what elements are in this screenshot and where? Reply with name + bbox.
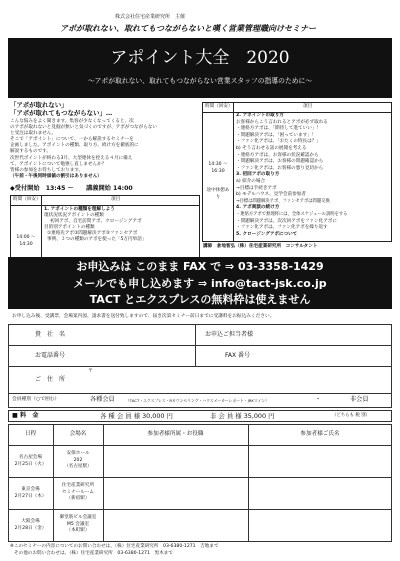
reception-time: ◆受付開始 13:45 ～ 講義開始 14:00 (10, 185, 133, 192)
schedule-line: ・ファン化アポは、「おたくの特長は？」 (236, 139, 321, 145)
col-time-header: 時間（回安） (205, 104, 233, 109)
schedule-left-items (44, 207, 199, 244)
title-banner (8, 38, 392, 98)
intro-line: こんな悩みをよく聞きます。集客が少なくなってくると、次 (10, 119, 134, 124)
row-date: 東京会場 2月27日（木） (14, 487, 47, 499)
tagline: アポが取れない、取れてもつながらないと嘆く営業管理職向けセミナー (60, 24, 316, 33)
schedule-line: 5. クロージングアポについて (236, 231, 298, 237)
header-date: 日程 (24, 431, 37, 437)
divider (8, 477, 392, 478)
intro-line: 皆様の参加をお待ちしております。 (10, 167, 84, 173)
role-field[interactable] (106, 480, 245, 507)
row-venue: 御堂筋ビル会議室 M5 会議室 （本町駅） (59, 515, 97, 533)
intro-line: て、アポイントについて勉強し直しませんか？ (10, 161, 107, 167)
footer-inquiry-2: その他のお問い合わせは、（株）住宅産業研究所 03-6380-1271 黒木まで (14, 551, 173, 556)
divider (8, 509, 392, 510)
banner-subtitle: ～アポが取れない、取れてもつながらない営業スタッフの指導のために～ (87, 77, 313, 85)
divider (8, 393, 392, 394)
notice-line: TACT とエクスプレスの無料枠は使えません (89, 293, 311, 306)
member-type-label: 会員種別（○で囲む） (12, 397, 60, 402)
fax-line: お申込みは このまま FAX で ⇒ 03-3358-1429 (76, 260, 324, 273)
name-field[interactable] (251, 512, 389, 539)
break-note: 途中休憩あり (206, 188, 230, 200)
fax-field[interactable] (275, 348, 387, 364)
schedule-left-time: 14:00 ～ 14:30 (16, 235, 36, 247)
fee-label: ■ 料 金 (12, 412, 39, 419)
member-detail: （TACT・エクスプレス・Rカウンセリング・ハウスメーカーレポート・JRKマイン） (126, 398, 269, 403)
banner-title: アポイント大全 2020 (110, 48, 290, 68)
row-date: 大阪会場 2月28日（金） (14, 519, 47, 531)
schedule-line: 2. アポイントの取り方 (236, 113, 284, 118)
role-field[interactable] (106, 448, 245, 475)
schedule-line: お客様からこう言われるとアポが必ず取れる (236, 119, 328, 125)
intro-line: （午前・午後同時価値の割引はありません） (10, 173, 102, 179)
schedule-right-table (202, 102, 392, 242)
address-field[interactable] (95, 369, 385, 391)
form-instruction: お申し込み後、受講票、会場案内図、請求書を送付致しますので、届き次第セミナー前日までに受講料をお振込みください。 (12, 314, 275, 319)
divider (195, 324, 196, 366)
lecturer: 講師 倉地智弘（株）住宅産業研究所 コンサルタント (203, 244, 318, 249)
organizer: 株式会社住宅産業研究所 主催 (115, 14, 186, 20)
intro-line: のアポが取れないと見据が無いと気づくのですが、アポがつながらない (10, 125, 158, 131)
schedule-right-items (236, 113, 391, 238)
fax-banner (8, 257, 392, 309)
schedule-line: ・連絡方アポは、お客様の状況確認から (236, 152, 319, 158)
name-field[interactable] (251, 480, 389, 507)
schedule-line: ・ファン化アポは、ファン化アポを繰り返す (236, 225, 328, 231)
schedule-line: ・問題解決アポは、お客様の問題確認から (236, 159, 324, 165)
fee-nonmember: 非 会 員 様 35,000 円 (210, 412, 275, 420)
header-name: 参加者様ご氏名 (300, 431, 340, 437)
intro-line: そこで「アポイント」について、一から解説するセミナーを (10, 137, 134, 143)
schedule-line: 1. アポイントの種類を理解しよう (44, 207, 115, 212)
company-field[interactable] (75, 327, 190, 343)
divider (103, 424, 104, 542)
phone-label: お電話番号 (35, 352, 66, 359)
role-field[interactable] (106, 512, 245, 539)
schedule-line: b) そう言わせる話の展開を考える (236, 145, 307, 151)
schedule-line: ・問題解決アポは、「困っています」！ (236, 132, 317, 138)
nonmember-option[interactable]: 非会員 (350, 396, 369, 403)
schedule-line: ①連絡先アポ②問題解決アポ③ファンセアポ (47, 231, 138, 237)
divider (8, 366, 392, 367)
col-item-header: 項目 (303, 104, 313, 109)
postal-mark: 〒 (88, 368, 94, 374)
contact-field[interactable] (275, 327, 387, 343)
divider (8, 345, 392, 346)
intro-quote-1: 「アポが取れない」 (10, 101, 68, 109)
fee-tax-note: （どちらも 税 別） (332, 413, 370, 418)
header-role: 参加者様所属・お役職 (147, 431, 204, 437)
header-venue: 会場名 (69, 431, 87, 437)
divider (233, 103, 234, 241)
member-option[interactable]: 各種会員 (90, 396, 115, 403)
schedule-line: 3. 初回アポの取り方 (236, 172, 280, 178)
intro-line: 解説するものです。 (10, 149, 51, 155)
intro-line: と受注は取れません。 (10, 131, 57, 137)
phone-field[interactable] (75, 348, 190, 364)
divider (248, 424, 249, 542)
name-field[interactable] (251, 448, 389, 475)
option-separator: ・ (315, 396, 322, 403)
intro-line: 企画しました。アポイントの種類、取り方、続け方を徹底的に (10, 143, 139, 149)
schedule-line: 4. アポ商談の続け方 (236, 205, 280, 211)
schedule-right-time: 14:30 ～ 16:30 (208, 162, 228, 174)
company-label: 貴 社 名 (35, 331, 66, 338)
col-item-header: 項目 (111, 197, 121, 202)
email-line: メールでも申し込めます ⇒ info@tact-jsk.co.jp (73, 277, 327, 290)
divider (8, 445, 392, 446)
schedule-line: ・連絡方アポは、「期待して進ていい」！ (236, 126, 321, 132)
schedule-line: 目的別アポイントの種類 (44, 225, 95, 231)
schedule-line: →目標は問題解決アポ、ファンセアポは問題交換 (236, 198, 330, 204)
row-venue: 住宅産業研究所 セミナールーム （新宿駅） (61, 483, 95, 501)
schedule-line: ・ファン化アポは、お客様の悪り見切から (236, 165, 324, 171)
row-venue: 安保ホール 202 （名古屋駅） (64, 451, 92, 469)
schedule-line: ・問題解決アポは、次次回アポをファン化アポに (236, 218, 337, 224)
col-time-header: 時間（回安） (13, 197, 41, 202)
fax-label: FAX 番号 (225, 352, 251, 359)
intro-body (10, 119, 200, 180)
schedule-line: a) 紹介の場合 (236, 178, 266, 184)
intro-line: 次世代ポイントが終わる3月、大型連休を控える４月に備え (10, 155, 133, 161)
schedule-line: 事例、３つの種類のアポを使った「5万円単語」 (47, 237, 147, 243)
schedule-line: 初回アポ、自宅訪問アポ、クロージングアポ (50, 219, 142, 225)
schedule-line: ・連絡方アポで無理将には、全体スケジュール説明をする (236, 211, 348, 217)
contact-label: お申込ご担当者様 (205, 331, 254, 338)
schedule-line: b) モデルハウス、見学会前参加者 (236, 192, 306, 198)
fee-member: 各 種 会 員 様 30,000 円 (100, 412, 173, 420)
footer-inquiry-1: ※このセミナーの内容についてのお問い合わせは、（株）住宅産業研究所 03-6380-1271 吉地まで (10, 544, 219, 549)
address-label: ご 住 所 (35, 376, 66, 383)
schedule-line: 現状況状況アポイントの種類 (44, 213, 104, 219)
schedule-line: →目標は手続きアポ (236, 185, 277, 191)
row-date: 名古屋会場 2月25日（火） (14, 455, 47, 467)
intro-quote-2: 「アポが取れてもつながらない」… (10, 109, 113, 117)
